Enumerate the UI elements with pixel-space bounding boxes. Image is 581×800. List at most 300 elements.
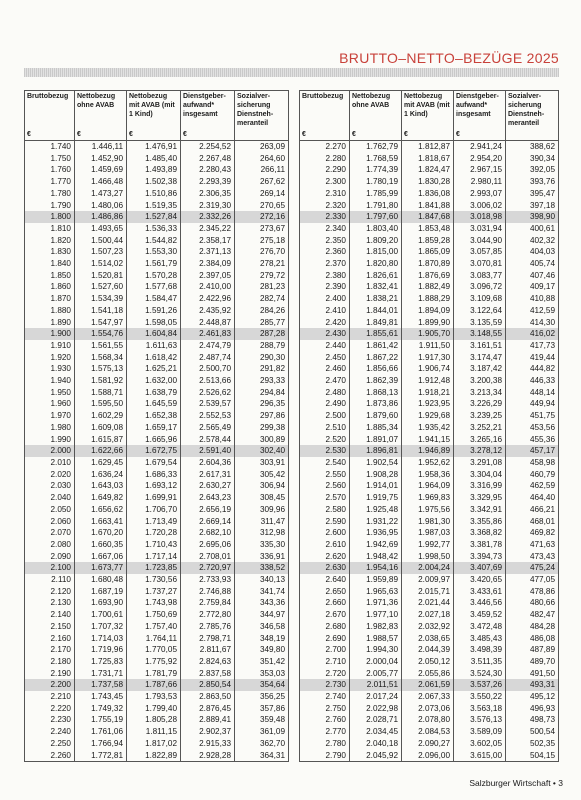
table-cell: 3.174,47 xyxy=(454,352,506,364)
table-cell: 1.899,90 xyxy=(402,317,454,329)
table-row xyxy=(25,246,289,258)
table-row xyxy=(25,609,289,621)
table-cell: 3.342,91 xyxy=(454,504,506,516)
table-cell: 2.345,22 xyxy=(181,223,235,235)
table-cell: 3.187,42 xyxy=(454,363,506,375)
table-cell: 3.031,94 xyxy=(454,223,506,235)
table-cell: 2.604,36 xyxy=(181,457,235,469)
table-cell: 1.486,86 xyxy=(75,211,127,223)
currency-label: € xyxy=(352,131,356,138)
currency-label: € xyxy=(27,131,31,138)
table-row xyxy=(25,398,289,410)
table-cell: 3.485,43 xyxy=(454,633,506,645)
table-cell: 2.993,07 xyxy=(454,188,506,200)
table-cell: 1.867,22 xyxy=(350,352,402,364)
table-cell: 1.870,89 xyxy=(402,258,454,270)
table-cell: 1.618,42 xyxy=(127,352,181,364)
table-cell: 2.448,87 xyxy=(181,317,235,329)
table-row xyxy=(25,492,289,504)
col-header-netto-mit-avab xyxy=(127,91,181,141)
table-row xyxy=(25,516,289,528)
table-cell: 300,89 xyxy=(235,434,289,446)
table-cell: 2.759,84 xyxy=(181,597,235,609)
table-row xyxy=(300,422,559,434)
table-cell: 2.750 xyxy=(300,703,350,715)
table-cell: 2.090,27 xyxy=(402,738,454,750)
col-header-dienstgeberaufwand xyxy=(181,91,235,141)
table-cell: 351,42 xyxy=(235,656,289,668)
table-cell: 2.461,83 xyxy=(181,328,235,340)
table-cell: 2.070 xyxy=(25,527,75,539)
table-cell: 1.862,39 xyxy=(350,375,402,387)
col-header-label: Dienstgeber-aufwand* insgesamt xyxy=(456,93,499,118)
table-cell: 2.967,15 xyxy=(454,164,506,176)
table-cell: 269,14 xyxy=(235,188,289,200)
table-cell: 500,54 xyxy=(506,726,559,738)
table-cell: 2.630,27 xyxy=(181,480,235,492)
table-row xyxy=(300,363,559,375)
table-row xyxy=(25,328,289,340)
table-cell: 1.663,41 xyxy=(75,516,127,528)
table-row xyxy=(25,656,289,668)
table-cell: 469,82 xyxy=(506,527,559,539)
table-cell: 1.817,02 xyxy=(127,738,181,750)
table-cell: 1.652,38 xyxy=(127,410,181,422)
table-cell: 1.541,18 xyxy=(75,305,127,317)
table-row xyxy=(25,176,289,188)
table-cell: 311,47 xyxy=(235,516,289,528)
table-cell: 498,73 xyxy=(506,714,559,726)
table-cell: 1.775,92 xyxy=(127,656,181,668)
table-cell: 1.918,21 xyxy=(402,387,454,399)
table-cell: 455,36 xyxy=(506,434,559,446)
table-cell: 2.700 xyxy=(300,644,350,656)
table-cell: 2.028,71 xyxy=(350,714,402,726)
table-cell: 3.213,34 xyxy=(454,387,506,399)
table-cell: 1.931,22 xyxy=(350,516,402,528)
table-row xyxy=(25,562,289,574)
table-cell: 2.570 xyxy=(300,492,350,504)
table-row xyxy=(300,293,559,305)
table-cell: 2.720,97 xyxy=(181,562,235,574)
table-cell: 2.250 xyxy=(25,738,75,750)
table-cell: 312,98 xyxy=(235,527,289,539)
col-header-dienstgeberaufwand xyxy=(454,91,506,141)
table-cell: 2.170 xyxy=(25,644,75,656)
header-divider-bar xyxy=(24,68,559,77)
table-row xyxy=(300,644,559,656)
table-cell: 2.790 xyxy=(300,750,350,762)
table-cell: 410,88 xyxy=(506,293,559,305)
table-row xyxy=(25,375,289,387)
table-cell: 1.787,66 xyxy=(127,679,181,691)
table-cell: 1.577,68 xyxy=(127,281,181,293)
table-cell: 1.595,50 xyxy=(75,398,127,410)
table-cell: 1.980 xyxy=(25,422,75,434)
table-cell: 1.815,00 xyxy=(350,246,402,258)
table-cell: 1.723,85 xyxy=(127,562,181,574)
table-cell: 2.941,24 xyxy=(454,141,506,153)
table-cell: 2.180 xyxy=(25,656,75,668)
table-cell: 3.602,05 xyxy=(454,738,506,750)
table-cell: 2.450 xyxy=(300,352,350,364)
table-cell: 3.291,08 xyxy=(454,457,506,469)
table-cell: 1.876,69 xyxy=(402,270,454,282)
table-cell: 1.941,15 xyxy=(402,434,454,446)
table-row xyxy=(300,668,559,680)
table-cell: 1.673,77 xyxy=(75,562,127,574)
table-cell: 2.760 xyxy=(300,714,350,726)
table-cell: 2.902,37 xyxy=(181,726,235,738)
table-cell: 1.780,19 xyxy=(350,176,402,188)
table-cell: 2.430 xyxy=(300,328,350,340)
table-cell: 1.687,19 xyxy=(75,586,127,598)
table-cell: 2.290 xyxy=(300,164,350,176)
col-header-label: Bruttobezug xyxy=(27,93,69,100)
table-cell: 2.539,57 xyxy=(181,398,235,410)
table-cell: 1.865,09 xyxy=(402,246,454,258)
table-cell: 2.150 xyxy=(25,621,75,633)
table-cell: 2.320 xyxy=(300,200,350,212)
table-row xyxy=(300,164,559,176)
table-cell: 1.737,27 xyxy=(127,586,181,598)
table-cell: 1.812,87 xyxy=(402,141,454,153)
table-cell: 3.615,00 xyxy=(454,750,506,762)
table-cell: 1.838,21 xyxy=(350,293,402,305)
table-row xyxy=(25,539,289,551)
table-cell: 1.810 xyxy=(25,223,75,235)
table-row xyxy=(300,200,559,212)
table-row xyxy=(300,726,559,738)
table-cell: 2.850,54 xyxy=(181,679,235,691)
table-cell: 2.680 xyxy=(300,621,350,633)
table-cell: 1.925,48 xyxy=(350,504,402,516)
table-cell: 2.540 xyxy=(300,457,350,469)
table-row xyxy=(25,211,289,223)
table-cell: 1.960 xyxy=(25,398,75,410)
table-cell: 495,12 xyxy=(506,691,559,703)
table-cell: 1.803,40 xyxy=(350,223,402,235)
table-cell: 504,15 xyxy=(506,750,559,762)
table-row xyxy=(300,504,559,516)
table-cell: 468,01 xyxy=(506,516,559,528)
table-cell: 1.861,42 xyxy=(350,340,402,352)
table-cell: 3.148,55 xyxy=(454,328,506,340)
table-cell: 1.785,99 xyxy=(350,188,402,200)
table-row xyxy=(300,317,559,329)
table-cell: 1.930 xyxy=(25,363,75,375)
table-row xyxy=(25,714,289,726)
table-cell: 502,35 xyxy=(506,738,559,750)
table-row xyxy=(25,317,289,329)
table-cell: 3.537,26 xyxy=(454,679,506,691)
table-cell: 1.762,79 xyxy=(350,141,402,153)
table-row xyxy=(300,738,559,750)
table-cell: 390,34 xyxy=(506,153,559,165)
table-cell: 2.410 xyxy=(300,305,350,317)
table-cell: 2.306,35 xyxy=(181,188,235,200)
table-cell: 1.502,38 xyxy=(127,176,181,188)
table-cell: 1.873,86 xyxy=(350,398,402,410)
table-cell: 2.440 xyxy=(300,340,350,352)
table-cell: 475,24 xyxy=(506,562,559,574)
table-cell: 1.714,03 xyxy=(75,633,127,645)
table-cell: 493,31 xyxy=(506,679,559,691)
table-cell: 294,84 xyxy=(235,387,289,399)
table-cell: 3.109,68 xyxy=(454,293,506,305)
table-cell: 1.902,54 xyxy=(350,457,402,469)
table-cell: 2.020 xyxy=(25,469,75,481)
table-cell: 272,16 xyxy=(235,211,289,223)
table-cell: 359,48 xyxy=(235,714,289,726)
table-cell: 2.034,45 xyxy=(350,726,402,738)
table-cell: 407,46 xyxy=(506,270,559,282)
table-cell: 2.669,14 xyxy=(181,516,235,528)
table-cell: 3.252,21 xyxy=(454,422,506,434)
table-row xyxy=(25,504,289,516)
table-row xyxy=(25,527,289,539)
table-cell: 2.513,66 xyxy=(181,375,235,387)
table-cell: 1.868,13 xyxy=(350,387,402,399)
table-row xyxy=(300,445,559,457)
table-cell: 293,33 xyxy=(235,375,289,387)
table-cell: 2.293,39 xyxy=(181,176,235,188)
table-cell: 1.964,09 xyxy=(402,480,454,492)
col-header-sozialversicherung xyxy=(506,91,559,141)
table-cell: 3.329,95 xyxy=(454,492,506,504)
table-row xyxy=(25,457,289,469)
table-cell: 2.746,88 xyxy=(181,586,235,598)
table-row xyxy=(25,691,289,703)
table-cell: 400,61 xyxy=(506,223,559,235)
table-cell: 303,91 xyxy=(235,457,289,469)
table-cell: 1.911,50 xyxy=(402,340,454,352)
col-header-label: Sozialver-sicherung Dienstneh-meranteil xyxy=(508,93,545,127)
table-cell: 3.407,69 xyxy=(454,562,506,574)
table-cell: 2.190 xyxy=(25,668,75,680)
table-cell: 1.659,17 xyxy=(127,422,181,434)
table-cell: 1.713,49 xyxy=(127,516,181,528)
table-cell: 2.040 xyxy=(25,492,75,504)
table-cell: 2.310 xyxy=(300,188,350,200)
table-cell: 1.826,61 xyxy=(350,270,402,282)
table-header xyxy=(300,91,559,141)
table-cell: 1.849,81 xyxy=(350,317,402,329)
table-cell: 1.717,14 xyxy=(127,551,181,563)
table-row xyxy=(25,153,289,165)
table-cell: 1.609,08 xyxy=(75,422,127,434)
table-row xyxy=(25,352,289,364)
table-cell: 1.737,58 xyxy=(75,679,127,691)
table-cell: 1.958,36 xyxy=(402,469,454,481)
table-cell: 1.446,11 xyxy=(75,141,127,153)
table-cell: 1.584,47 xyxy=(127,293,181,305)
table-cell: 1.891,07 xyxy=(350,434,402,446)
table-cell: 291,82 xyxy=(235,363,289,375)
table-cell: 1.643,03 xyxy=(75,480,127,492)
table-cell: 2.710 xyxy=(300,656,350,668)
table-cell: 462,59 xyxy=(506,480,559,492)
table-cell: 1.553,30 xyxy=(127,246,181,258)
table-cell: 395,47 xyxy=(506,188,559,200)
table-cell: 3.446,56 xyxy=(454,597,506,609)
table-cell: 2.474,79 xyxy=(181,340,235,352)
table-cell: 282,74 xyxy=(235,293,289,305)
table-cell: 1.700,61 xyxy=(75,609,127,621)
table-cell: 1.507,23 xyxy=(75,246,127,258)
table-row xyxy=(25,410,289,422)
table-cell: 2.620 xyxy=(300,551,350,563)
table-row xyxy=(25,164,289,176)
table-cell: 305,42 xyxy=(235,469,289,481)
table-cell: 482,47 xyxy=(506,609,559,621)
table-cell: 263,09 xyxy=(235,141,289,153)
table-cell: 3.135,59 xyxy=(454,317,506,329)
table-row xyxy=(25,480,289,492)
table-cell: 1.770 xyxy=(25,176,75,188)
table-cell: 2.980,11 xyxy=(454,176,506,188)
table-row xyxy=(25,223,289,235)
table-row xyxy=(25,551,289,563)
table-cell: 1.645,59 xyxy=(127,398,181,410)
table-cell: 1.950 xyxy=(25,387,75,399)
table-cell: 1.780 xyxy=(25,188,75,200)
table-cell: 2.811,67 xyxy=(181,644,235,656)
table-cell: 2.720 xyxy=(300,668,350,680)
table-cell: 1.882,49 xyxy=(402,281,454,293)
table-cell: 2.460 xyxy=(300,363,350,375)
table-row xyxy=(300,633,559,645)
table-cell: 2.954,20 xyxy=(454,153,506,165)
table-cell: 2.009,97 xyxy=(402,574,454,586)
table-cell: 2.010 xyxy=(25,457,75,469)
currency-label: € xyxy=(129,131,133,138)
table-cell: 296,35 xyxy=(235,398,289,410)
table-cell: 1.905,70 xyxy=(402,328,454,340)
table-cell: 2.067,33 xyxy=(402,691,454,703)
table-cell: 1.743,98 xyxy=(127,597,181,609)
table-cell: 1.791,80 xyxy=(350,200,402,212)
table-row xyxy=(300,434,559,446)
table-row xyxy=(25,422,289,434)
table-cell: 491,50 xyxy=(506,668,559,680)
table-row xyxy=(300,153,559,165)
table-cell: 388,62 xyxy=(506,141,559,153)
table-cell: 2.032,92 xyxy=(402,621,454,633)
table-row xyxy=(25,200,289,212)
table-cell: 2.837,58 xyxy=(181,668,235,680)
table-cell: 1.622,66 xyxy=(75,445,127,457)
table-cell: 2.332,26 xyxy=(181,211,235,223)
table-cell: 1.885,34 xyxy=(350,422,402,434)
table-cell: 1.923,95 xyxy=(402,398,454,410)
table-row xyxy=(25,703,289,715)
table-cell: 1.519,35 xyxy=(127,200,181,212)
table-row xyxy=(300,375,559,387)
table-cell: 1.485,40 xyxy=(127,153,181,165)
table-cell: 1.824,47 xyxy=(402,164,454,176)
table-cell: 1.844,01 xyxy=(350,305,402,317)
table-cell: 1.615,87 xyxy=(75,434,127,446)
table-cell: 3.122,64 xyxy=(454,305,506,317)
table-cell: 2.390 xyxy=(300,281,350,293)
col-header-label: Nettobezug ohne AVAB xyxy=(352,93,391,109)
table-cell: 2.733,93 xyxy=(181,574,235,586)
table-cell: 290,30 xyxy=(235,352,289,364)
table-cell: 451,75 xyxy=(506,410,559,422)
col-header-label: Nettobezug mit AVAB (mit 1 Kind) xyxy=(404,93,450,118)
table-cell: 1.840 xyxy=(25,258,75,270)
table-cell: 419,44 xyxy=(506,352,559,364)
table-row xyxy=(25,434,289,446)
table-cell: 2.004,24 xyxy=(402,562,454,574)
table-cell: 1.830 xyxy=(25,246,75,258)
table-cell: 2.021,44 xyxy=(402,597,454,609)
table-cell: 285,77 xyxy=(235,317,289,329)
col-header-label: Nettobezug mit AVAB (mit 1 Kind) xyxy=(129,93,175,118)
col-header-label: Nettobezug ohne AVAB xyxy=(77,93,116,109)
table-row xyxy=(25,293,289,305)
table-cell: 2.590 xyxy=(300,516,350,528)
table-cell: 1.766,94 xyxy=(75,738,127,750)
table-cell: 2.267,48 xyxy=(181,153,235,165)
table-cell: 2.080 xyxy=(25,539,75,551)
table-cell: 3.381,78 xyxy=(454,539,506,551)
table-cell: 1.625,21 xyxy=(127,363,181,375)
table-cell: 2.030 xyxy=(25,480,75,492)
table-cell: 1.679,54 xyxy=(127,457,181,469)
table-row xyxy=(300,679,559,691)
table-cell: 1.611,63 xyxy=(127,340,181,352)
col-header-label: Dienstgeber-aufwand* insgesamt xyxy=(183,93,226,118)
table-cell: 393,76 xyxy=(506,176,559,188)
table-cell: 357,86 xyxy=(235,703,289,715)
table-cell: 2.550 xyxy=(300,469,350,481)
table-cell: 1.900 xyxy=(25,328,75,340)
table-cell: 444,82 xyxy=(506,363,559,375)
table-cell: 1.561,55 xyxy=(75,340,127,352)
table-cell: 1.656,62 xyxy=(75,504,127,516)
table-cell: 1.982,83 xyxy=(350,621,402,633)
table-cell: 3.316,99 xyxy=(454,480,506,492)
table-cell: 2.160 xyxy=(25,633,75,645)
table-cell: 2.380 xyxy=(300,270,350,282)
table-cell: 1.514,02 xyxy=(75,258,127,270)
table-cell: 1.988,57 xyxy=(350,633,402,645)
table-cell: 1.914,01 xyxy=(350,480,402,492)
table-cell: 1.809,20 xyxy=(350,235,402,247)
table-row xyxy=(300,211,559,223)
table-row xyxy=(25,750,289,762)
table-cell: 2.500,70 xyxy=(181,363,235,375)
table-cell: 2.040,18 xyxy=(350,738,402,750)
table-row xyxy=(25,726,289,738)
table-cell: 1.660,35 xyxy=(75,539,127,551)
table-cell: 1.954,16 xyxy=(350,562,402,574)
table-cell: 2.656,19 xyxy=(181,504,235,516)
table-cell: 2.330 xyxy=(300,211,350,223)
table-cell: 1.811,15 xyxy=(127,726,181,738)
table-row xyxy=(25,258,289,270)
table-cell: 478,86 xyxy=(506,586,559,598)
table-cell: 1.935,42 xyxy=(402,422,454,434)
table-cell: 2.530 xyxy=(300,445,350,457)
table-cell: 288,79 xyxy=(235,340,289,352)
table-row xyxy=(300,270,559,282)
table-cell: 2.000 xyxy=(25,445,75,457)
table-cell: 2.270 xyxy=(300,141,350,153)
table-row xyxy=(300,691,559,703)
